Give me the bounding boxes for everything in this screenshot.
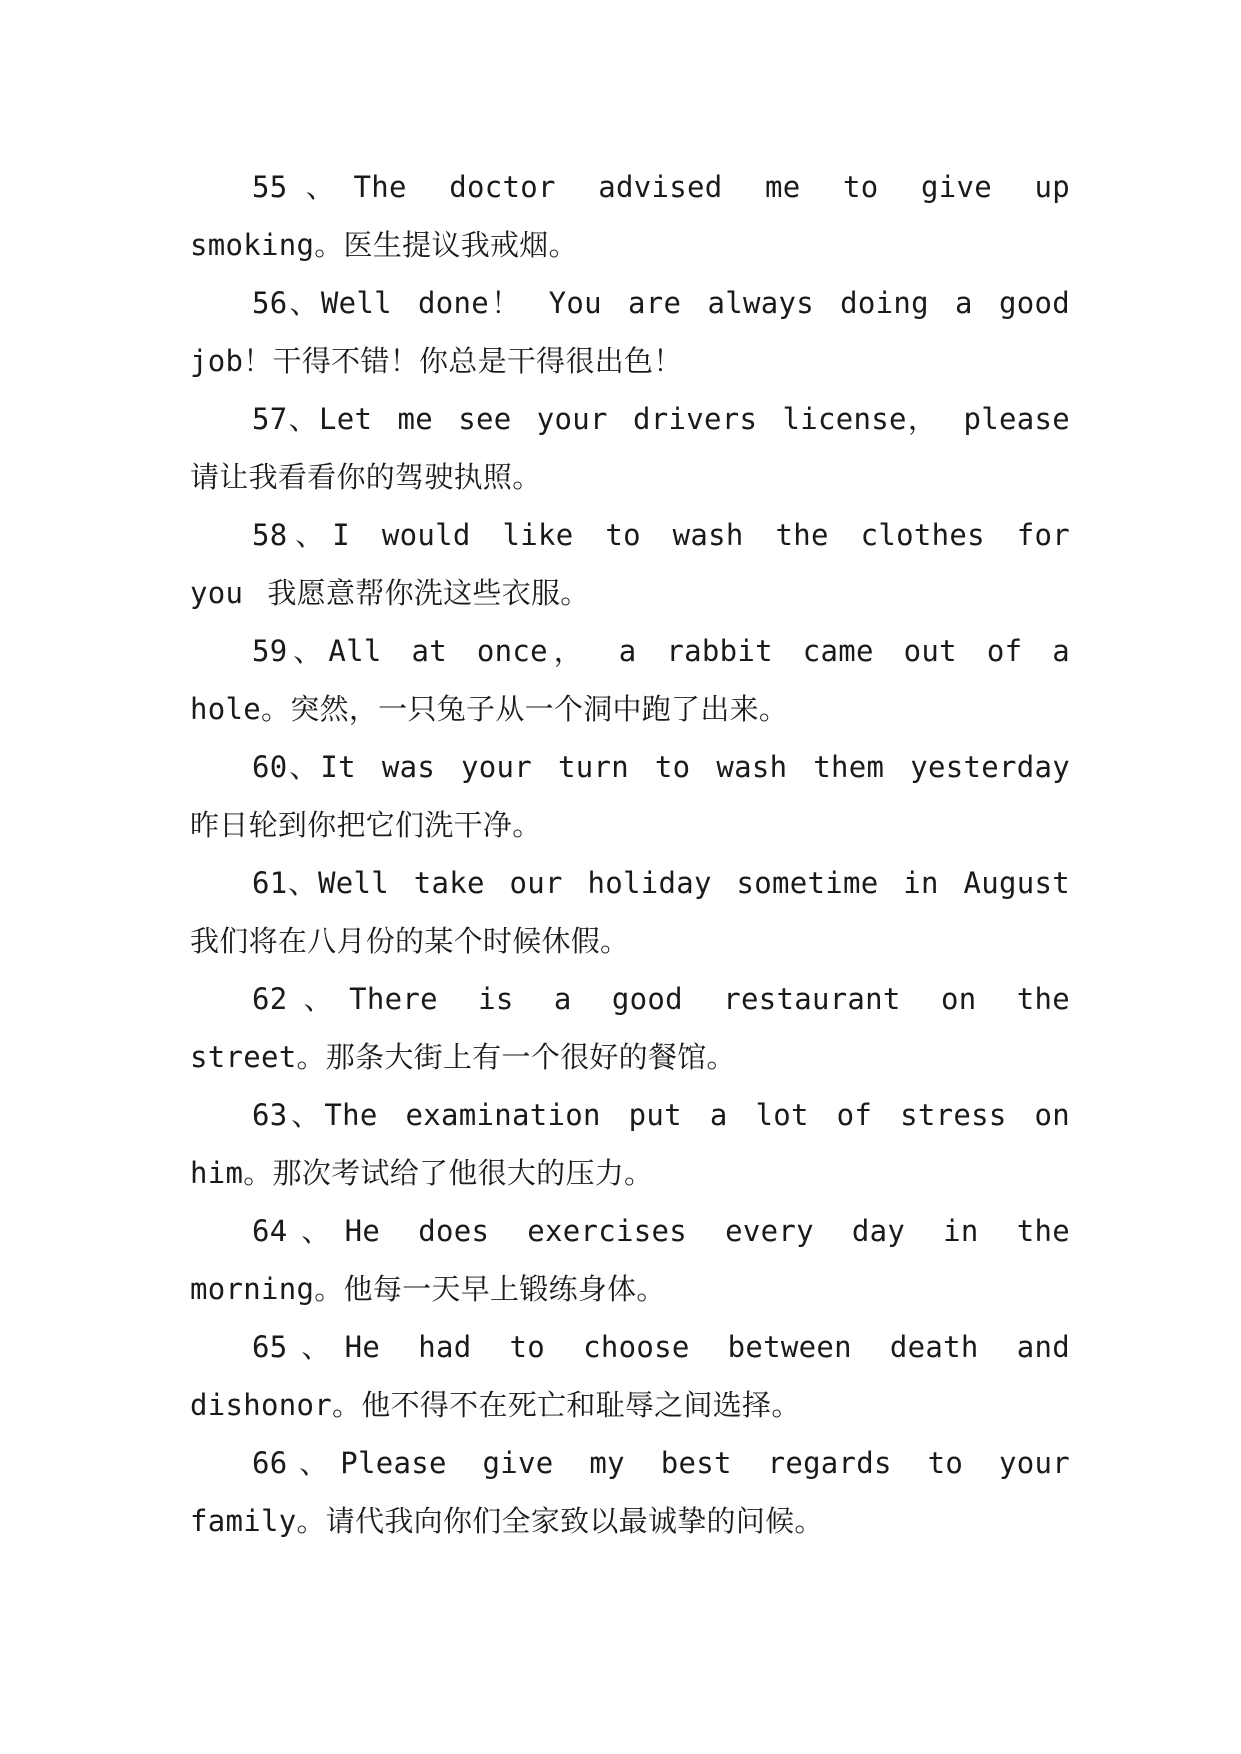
sentence-entry-59: 59、All at once， a rabbit came out of a hole。突然，一只兔子从一个洞中跑了出来。 — [190, 634, 1070, 726]
sentence-entry-66: 66、Please give my best regards to your family。请代我向你们全家致以最诚挚的问候。 — [190, 1446, 1070, 1538]
sentence-entry-65: 65、He had to choose between death and dishonor。他不得不在死亡和耻辱之间选择。 — [190, 1330, 1070, 1422]
sentence-entry-63: 63、The examination put a lot of stress on him。那次考试给了他很大的压力。 — [190, 1098, 1070, 1190]
sentence-entry-62: 62、There is a good restaurant on the street。那条大街上有一个很好的餐馆。 — [190, 982, 1070, 1074]
sentence-entry-58: 58、I would like to wash the clothes for you 我愿意帮你洗这些衣服。 — [190, 518, 1070, 610]
sentence-entry-60: 60、It was your turn to wash them yesterday 昨日轮到你把它们洗干净。 — [190, 750, 1070, 842]
sentence-list — [190, 158, 1070, 1550]
sentence-entry-56: 56、Well done！ You are always doing a good job！干得不错！你总是干得很出色！ — [190, 286, 1070, 378]
sentence-entry-64: 64、He does exercises every day in the morning。他每一天早上锻练身体。 — [190, 1214, 1070, 1306]
sentence-entry-55: 55、The doctor advised me to give up smoking。医生提议我戒烟。 — [190, 170, 1070, 262]
sentence-entry-61: 61、Well take our holiday sometime in August 我们将在八月份的某个时候休假。 — [190, 866, 1070, 958]
sentence-entry-57: 57、Let me see your drivers license， please 请让我看看你的驾驶执照。 — [190, 402, 1070, 494]
